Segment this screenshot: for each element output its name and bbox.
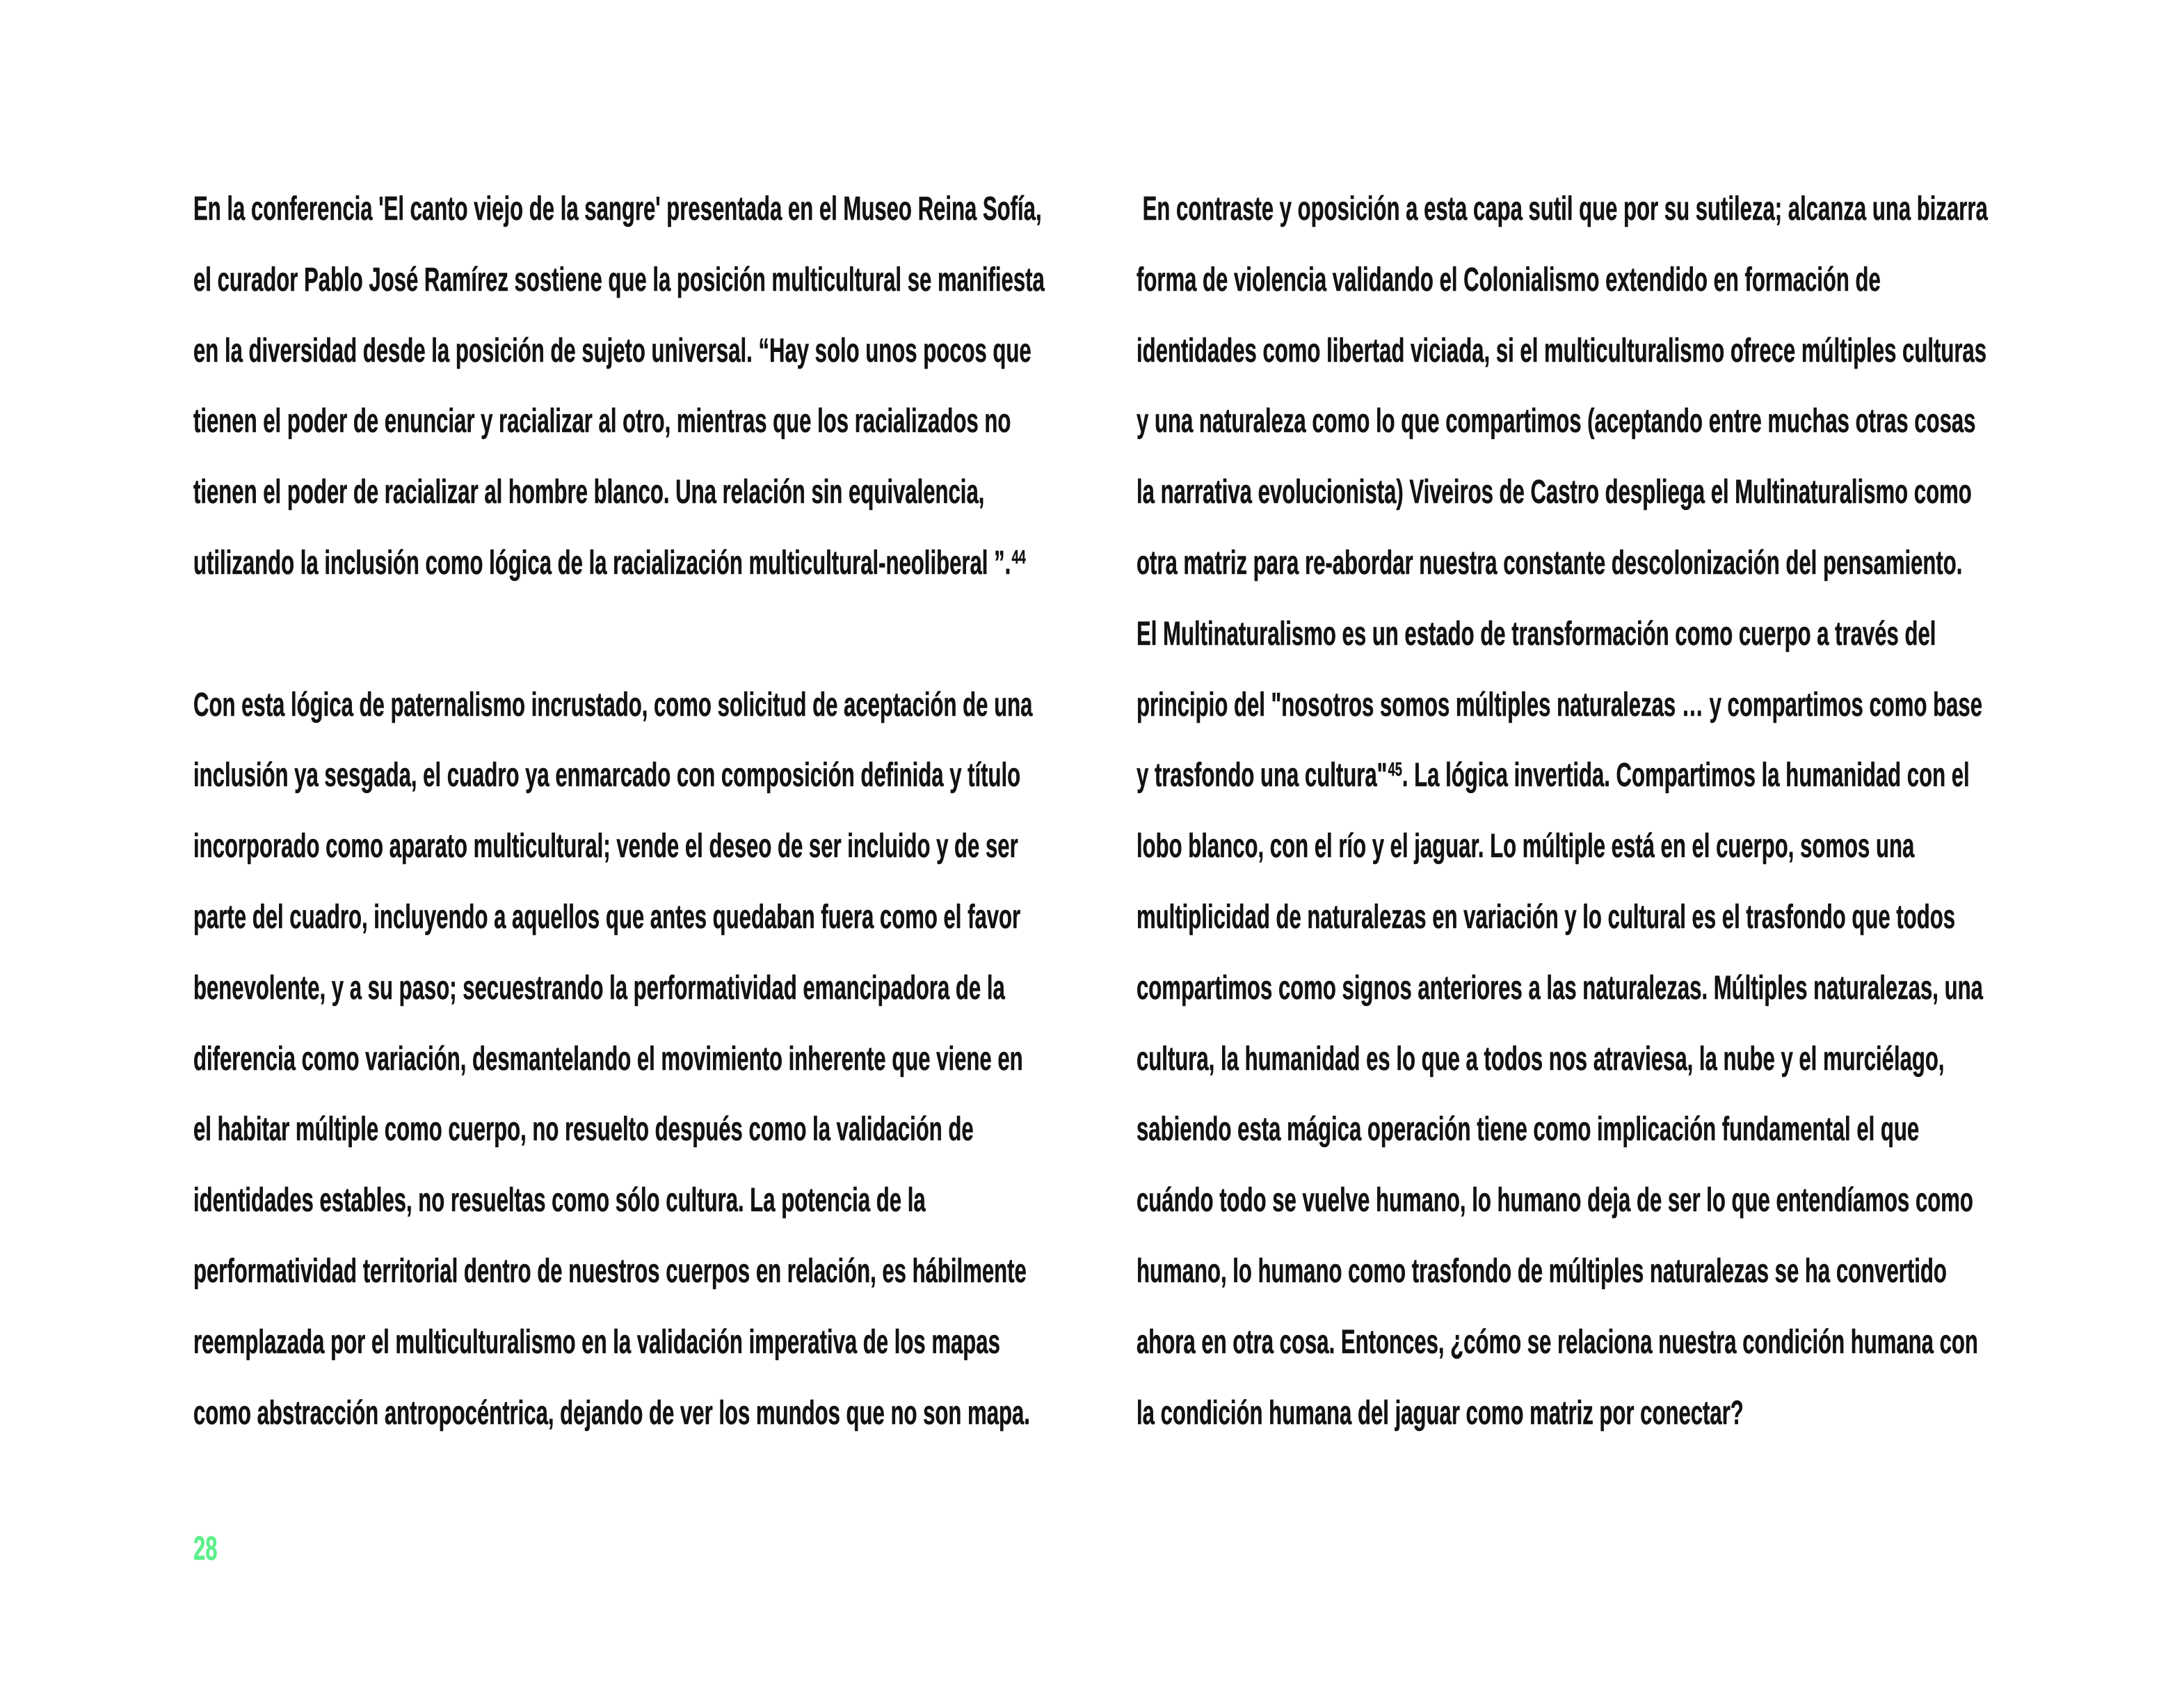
paragraph-line: cultura, la humanidad es lo que a todos nos atraviesa, la nube y el murciélago, <box>1137 1040 1945 1078</box>
paragraph-line: reemplazada por el multiculturalismo en la validación imperativa de los mapas <box>193 1323 1000 1361</box>
paragraph-line: el curador Pablo José Ramírez sostiene que la posición multicultural se manifiesta <box>193 261 1045 298</box>
paragraph-line: principio del "nosotros somos múltiples naturalezas … y compartimos como base <box>1137 686 1982 723</box>
paragraph-line <box>193 528 1026 599</box>
paragraph-line: la condición humana del jaguar como matriz por conectar? <box>1137 1394 1744 1432</box>
paragraph-line: la narrativa evolucionista) Viveiros de Castro despliega el Multinaturalismo como <box>1137 474 1972 511</box>
paragraph-line: identidades como libertad viciada, si el multiculturalismo ofrece múltiples culturas <box>1137 332 1987 369</box>
paragraph-line: compartimos como signos anteriores a las naturalezas. Múltiples naturalezas, una <box>1137 969 1983 1007</box>
paragraph-line: inclusión ya sesgada, el cuadro ya enmarcado con composición definida y título <box>193 757 1021 794</box>
paragraph-line: diferencia como variación, desmantelando el movimiento inherente que viene en <box>193 1040 1023 1078</box>
paragraph-line: multiplicidad de naturalezas en variación y lo cultural es el trasfondo que todos <box>1137 898 1956 936</box>
paragraph-line: tienen el poder de racializar al hombre blanco. Una relación sin equivalencia, <box>193 474 985 511</box>
paragraph-line: como abstracción antropocéntrica, dejando de ver los mundos que no son mapa. <box>193 1394 1030 1432</box>
paragraph-line: cuándo todo se vuelve humano, lo humano deja de ser lo que entendíamos como <box>1137 1182 1973 1220</box>
line-text: y trasfondo una cultura" <box>1137 757 1388 794</box>
left-column <box>193 174 1056 1448</box>
line-text: utilizando la inclusión como lógica de la racialización multicultural-neoliberal ”. <box>193 544 1011 582</box>
paragraph-line: humano, lo humano como trasfondo de múltiples naturalezas se ha convertido <box>1137 1252 1947 1290</box>
paragraph-line: tienen el poder de enunciar y racializar al otro, mientras que los racializados no <box>193 403 1011 440</box>
paragraph-3 <box>1137 174 1999 1448</box>
paragraph-line: forma de violencia validando el Colonialismo extendido en formación de <box>1137 261 1881 298</box>
paragraph-spacer <box>193 599 1056 670</box>
page-number: 28 <box>193 1530 218 1567</box>
line-text: . La lógica invertida. Compartimos la humanidad con el <box>1402 757 1970 794</box>
paragraph-line: ahora en otra cosa. Entonces, ¿cómo se relaciona nuestra condición humana con <box>1137 1323 1978 1361</box>
paragraph-line: identidades estables, no resueltas como sólo cultura. La potencia de la <box>193 1182 926 1220</box>
footnote-ref-45: 45 <box>1388 758 1402 781</box>
paragraph-line: parte del cuadro, incluyendo a aquellos que antes quedaban fuera como el favor <box>193 898 1021 936</box>
paragraph-line: el habitar múltiple como cuerpo, no resuelto después como la validación de <box>193 1111 974 1149</box>
paragraph-line: incorporado como aparato multicultural; vende el deseo de ser incluido y de ser <box>193 828 1018 865</box>
paragraph-line: otra matriz para re-abordar nuestra constante descolonización del pensamiento. <box>1137 544 1963 582</box>
paragraph-line <box>1137 740 1970 811</box>
paragraph-1 <box>193 174 1056 599</box>
paragraph-2 <box>193 670 1056 1449</box>
paragraph-line: El Multinaturalismo es un estado de transformación como cuerpo a través del <box>1137 615 1936 653</box>
paragraph-line: sabiendo esta mágica operación tiene como implicación fundamental el que <box>1137 1111 1920 1149</box>
paragraph-line: en la diversidad desde la posición de sujeto universal. “Hay solo unos pocos que <box>193 332 1031 369</box>
right-column <box>1137 174 1999 1448</box>
footnote-ref-44: 44 <box>1011 545 1026 568</box>
paragraph-line: performatividad territorial dentro de nuestros cuerpos en relación, es hábilmente <box>193 1252 1027 1290</box>
paragraph-line: En contraste y oposición a esta capa sutil que por su sutileza; alcanza una bizarra <box>1137 191 1988 227</box>
paragraph-line: En la conferencia 'El canto viejo de la sangre' presentada en el Museo Reina Sofía, <box>193 191 1042 227</box>
paragraph-line: benevolente, y a su paso; secuestrando la performatividad emancipadora de la <box>193 969 1005 1007</box>
paragraph-line: Con esta lógica de paternalismo incrustado, como solicitud de aceptación de una <box>193 686 1033 723</box>
paragraph-line: lobo blanco, con el río y el jaguar. Lo múltiple está en el cuerpo, somos una <box>1137 828 1915 865</box>
paragraph-line: y una naturaleza como lo que compartimos (aceptando entre muchas otras cosas <box>1137 403 1976 440</box>
